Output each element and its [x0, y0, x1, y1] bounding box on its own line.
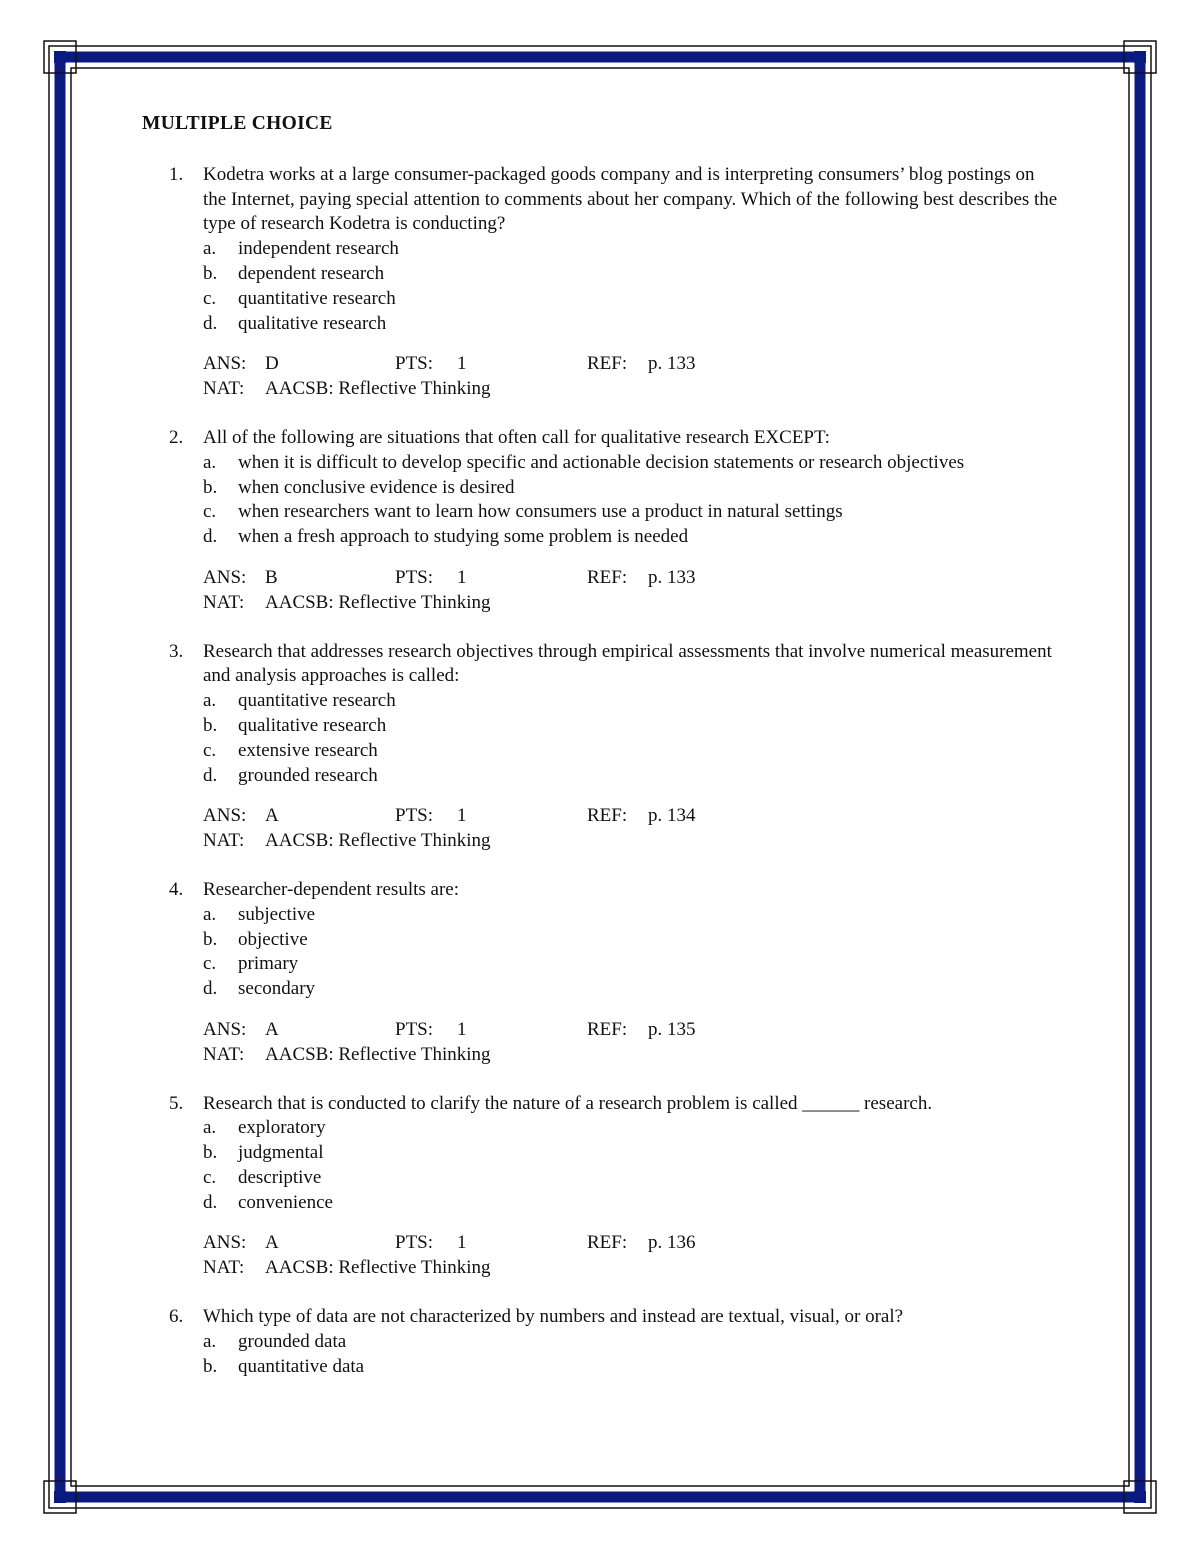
- option-letter: d.: [203, 1191, 218, 1213]
- ref-value: p. 133: [648, 353, 696, 375]
- nat-label: NAT:: [203, 378, 245, 400]
- section-title: MULTIPLE CHOICE: [142, 113, 333, 134]
- option-text: grounded research: [238, 764, 378, 786]
- option-text: primary: [238, 953, 299, 975]
- ref-label: REF:: [587, 1232, 628, 1254]
- option-letter: b.: [203, 476, 218, 498]
- question-stem: Research that addresses research objectives through empirical assessments that involve numerical measurement and analysis approaches is called:: [203, 640, 1052, 687]
- option-letter: d.: [203, 312, 218, 334]
- option-text: quantitative data: [238, 1355, 365, 1377]
- question-1: [142, 163, 1062, 402]
- pts-label: PTS:: [395, 805, 434, 827]
- option-letter: d.: [203, 526, 218, 548]
- question-number: 1.: [169, 163, 184, 185]
- answer-option: [203, 287, 1062, 312]
- ans-value: A: [265, 1018, 279, 1040]
- nat-label: NAT:: [203, 830, 245, 852]
- exam-content: [142, 112, 1062, 1403]
- pts-value: 1: [457, 1232, 467, 1254]
- ans-field: [203, 804, 395, 829]
- pts-field: [395, 1018, 587, 1043]
- option-letter: a.: [203, 1330, 217, 1352]
- answer-option: [203, 262, 1062, 287]
- answer-options: [203, 1116, 1062, 1215]
- option-letter: a.: [203, 451, 217, 473]
- nat-row: [203, 377, 1062, 402]
- answer-option: [203, 714, 1062, 739]
- option-text: grounded data: [238, 1330, 347, 1352]
- pts-field: [395, 804, 587, 829]
- answer-option: [203, 1355, 1062, 1380]
- answer-row: [203, 1231, 1062, 1256]
- option-letter: a.: [203, 903, 217, 925]
- answer-option: [203, 476, 1062, 501]
- ref-label: REF:: [587, 353, 628, 375]
- pts-value: 1: [457, 1018, 467, 1040]
- nat-label: NAT:: [203, 591, 245, 613]
- question-number: 5.: [169, 1092, 184, 1114]
- answer-option: [203, 1116, 1062, 1141]
- answer-option: [203, 525, 1062, 550]
- pts-value: 1: [457, 566, 467, 588]
- ref-field: [587, 566, 696, 591]
- option-text: secondary: [238, 978, 316, 1000]
- option-text: objective: [238, 928, 308, 950]
- question-stem: All of the following are situations that often call for qualitative research EXCEPT:: [203, 426, 830, 448]
- nat-value: AACSB: Reflective Thinking: [265, 378, 491, 400]
- ans-label: ANS:: [203, 353, 247, 375]
- answer-option: [203, 312, 1062, 337]
- option-text: when a fresh approach to studying some problem is needed: [238, 526, 689, 548]
- option-text: quantitative research: [238, 287, 396, 309]
- option-text: dependent research: [238, 262, 385, 284]
- ref-label: REF:: [587, 566, 628, 588]
- pts-field: [395, 566, 587, 591]
- question-number: 3.: [169, 640, 184, 662]
- answer-option: [203, 1166, 1062, 1191]
- ans-field: [203, 352, 395, 377]
- answer-options: [203, 903, 1062, 1002]
- answer-option: [203, 928, 1062, 953]
- option-text: when it is difficult to develop specific and actionable decision statements or research objectives: [238, 451, 965, 473]
- ref-field: [587, 1018, 696, 1043]
- nat-value: AACSB: Reflective Thinking: [265, 1257, 491, 1279]
- ref-value: p. 135: [648, 1018, 696, 1040]
- answer-option: [203, 500, 1062, 525]
- option-text: when conclusive evidence is desired: [238, 476, 515, 498]
- option-text: qualitative research: [238, 312, 387, 334]
- ans-label: ANS:: [203, 1232, 247, 1254]
- option-text: descriptive: [238, 1166, 322, 1188]
- option-letter: b.: [203, 928, 218, 950]
- question-list: [142, 163, 1062, 1380]
- pts-field: [395, 1231, 587, 1256]
- ref-field: [587, 1231, 696, 1256]
- nat-value: AACSB: Reflective Thinking: [265, 830, 491, 852]
- answer-row: [203, 352, 1062, 377]
- option-letter: b.: [203, 714, 218, 736]
- nat-row: [203, 1256, 1062, 1281]
- question-4: [142, 878, 1062, 1068]
- question-6: [142, 1305, 1062, 1379]
- option-letter: b.: [203, 262, 218, 284]
- answer-row: [203, 566, 1062, 591]
- ref-value: p. 136: [648, 1232, 696, 1254]
- option-text: independent research: [238, 238, 399, 260]
- answer-option: [203, 739, 1062, 764]
- ans-field: [203, 566, 395, 591]
- option-text: extensive research: [238, 739, 378, 761]
- ans-label: ANS:: [203, 566, 247, 588]
- answer-options: [203, 689, 1062, 788]
- nat-value: AACSB: Reflective Thinking: [265, 591, 491, 613]
- pts-field: [395, 352, 587, 377]
- ans-field: [203, 1018, 395, 1043]
- question-5: [142, 1092, 1062, 1282]
- answer-option: [203, 689, 1062, 714]
- option-letter: b.: [203, 1142, 218, 1164]
- option-letter: d.: [203, 764, 218, 786]
- question-2: [142, 426, 1062, 616]
- option-text: qualitative research: [238, 714, 387, 736]
- option-text: quantitative research: [238, 690, 396, 712]
- option-text: subjective: [238, 903, 316, 925]
- answer-options: [203, 451, 1062, 550]
- nat-label: NAT:: [203, 1043, 245, 1065]
- option-letter: d.: [203, 978, 218, 1000]
- ref-value: p. 133: [648, 566, 696, 588]
- ref-label: REF:: [587, 805, 628, 827]
- answer-option: [203, 977, 1062, 1002]
- option-letter: c.: [203, 1166, 217, 1188]
- ans-label: ANS:: [203, 1018, 247, 1040]
- answer-metadata: [203, 1018, 1062, 1068]
- question-3: [142, 640, 1062, 854]
- ans-label: ANS:: [203, 805, 247, 827]
- pts-label: PTS:: [395, 1018, 434, 1040]
- question-stem: Kodetra works at a large consumer-packaged goods company and is interpreting consumers’ blog postings on the Internet, paying special attention to comments about her company. Which of the following best describes the type of research Kodetra is conducting?: [203, 163, 1058, 235]
- question-stem: Researcher-dependent results are:: [203, 878, 459, 900]
- answer-option: [203, 451, 1062, 476]
- answer-row: [203, 804, 1062, 829]
- answer-option: [203, 237, 1062, 262]
- answer-option: [203, 903, 1062, 928]
- answer-metadata: [203, 804, 1062, 854]
- pts-label: PTS:: [395, 566, 434, 588]
- question-number: 6.: [169, 1306, 184, 1328]
- option-letter: a.: [203, 690, 217, 712]
- ans-field: [203, 1231, 395, 1256]
- answer-option: [203, 952, 1062, 977]
- option-letter: c.: [203, 501, 217, 523]
- pts-label: PTS:: [395, 353, 434, 375]
- pts-value: 1: [457, 805, 467, 827]
- option-text: judgmental: [238, 1142, 324, 1164]
- question-number: 4.: [169, 878, 184, 900]
- ans-value: D: [265, 353, 279, 375]
- answer-option: [203, 1141, 1062, 1166]
- answer-metadata: [203, 566, 1062, 616]
- option-text: when researchers want to learn how consumers use a product in natural settings: [238, 501, 843, 523]
- option-text: exploratory: [238, 1117, 326, 1139]
- answer-options: [203, 237, 1062, 336]
- pts-label: PTS:: [395, 1232, 434, 1254]
- ans-value: B: [265, 566, 278, 588]
- nat-row: [203, 591, 1062, 616]
- option-letter: a.: [203, 238, 217, 260]
- question-number: 2.: [169, 426, 184, 448]
- answer-option: [203, 764, 1062, 789]
- ref-field: [587, 352, 696, 377]
- pts-value: 1: [457, 353, 467, 375]
- answer-option: [203, 1330, 1062, 1355]
- option-letter: b.: [203, 1355, 218, 1377]
- option-letter: a.: [203, 1117, 217, 1139]
- option-text: convenience: [238, 1191, 333, 1213]
- answer-row: [203, 1018, 1062, 1043]
- answer-options: [203, 1330, 1062, 1380]
- answer-option: [203, 1191, 1062, 1216]
- answer-metadata: [203, 1231, 1062, 1281]
- nat-row: [203, 829, 1062, 854]
- nat-row: [203, 1043, 1062, 1068]
- question-stem: Which type of data are not characterized by numbers and instead are textual, visual, or oral?: [203, 1306, 904, 1328]
- ref-label: REF:: [587, 1018, 628, 1040]
- question-stem: Research that is conducted to clarify the nature of a research problem is called ______ research.: [203, 1092, 933, 1114]
- nat-label: NAT:: [203, 1257, 245, 1279]
- ref-field: [587, 804, 696, 829]
- option-letter: c.: [203, 739, 217, 761]
- ref-value: p. 134: [648, 805, 696, 827]
- ans-value: A: [265, 1232, 279, 1254]
- option-letter: c.: [203, 287, 217, 309]
- nat-value: AACSB: Reflective Thinking: [265, 1043, 491, 1065]
- option-letter: c.: [203, 953, 217, 975]
- answer-metadata: [203, 352, 1062, 402]
- ans-value: A: [265, 805, 279, 827]
